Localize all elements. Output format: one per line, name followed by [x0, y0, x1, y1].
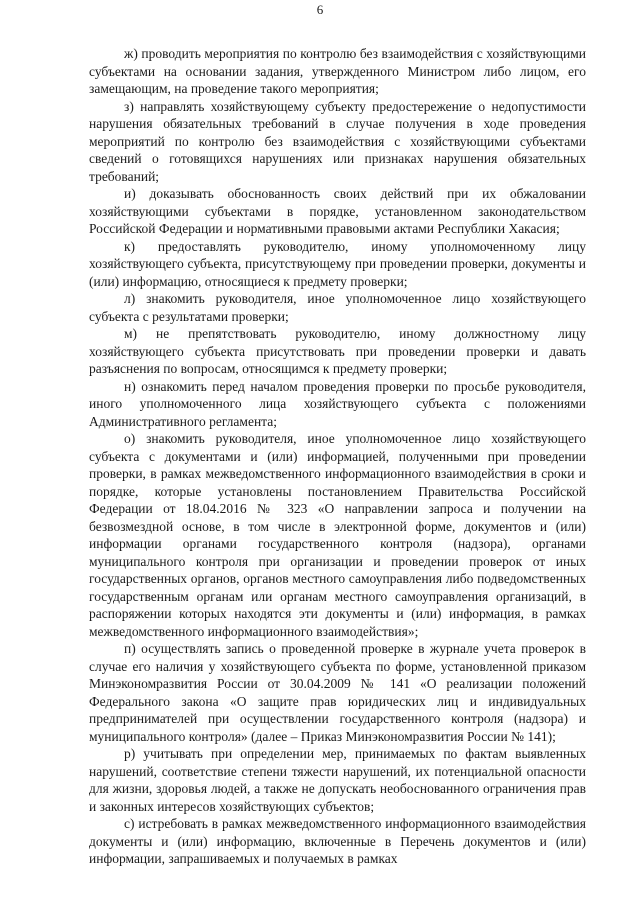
paragraph-z: з) направлять хозяйствующему субъекту предостережение о недопустимости нарушения обязательных требований в случае получения в ходе проведения мероприятий по контролю без взаимодействия с хозяйствующими субъектами сведений о готовящихся нарушениях или признаках нарушения обязательных требований; [89, 98, 586, 184]
paragraph-m: м) не препятствовать руководителю, иному должностному лицу хозяйствующего субъекта присутствовать при проведении проверки и давать разъяснения по вопросам, относящимся к предмету проверки; [89, 326, 586, 376]
paragraph-s: с) истребовать в рамках межведомственного информационного взаимодействия документы и (или) информацию, включенные в Перечень документов и (или) информации, запрашиваемых и получаемых в рамках [89, 816, 586, 866]
paragraph-r: р) учитывать при определении мер, принимаемых по фактам выявленных нарушений, соответствие степени тяжести нарушений, их потенциальной опасности для жизни, здоровья людей, а также не допускать необоснованного ограничения прав и законных интересов хозяйствующих субъектов; [89, 746, 586, 814]
paragraph-k: к) предоставлять руководителю, иному уполномоченному лицу хозяйствующего субъекта, присутствующему при проведении проверки, документы и (или) информацию, относящиеся к предмету проверки; [89, 238, 586, 289]
paragraph-n: н) ознакомить перед началом проведения проверки по просьбе руководителя, иного уполномоченного лица хозяйствующего субъекта с положениями Административного регламента; [89, 378, 586, 429]
paragraph-p: п) осуществлять запись о проведенной проверке в журнале учета проверок в случае его наличия у хозяйствующего субъекта по форме, установленной приказом Минэкономразвития России от 30.04.2009 № 141 «О реализации положений Федерального закона «О защите прав юридических лиц и индивидуальных предпринимателей при осуществлении государственного контроля (надзора) и муниципального контроля» (далее – Приказ Минэкономразвития России № 141); [89, 641, 586, 744]
paragraph-l: л) знакомить руководителя, иное уполномоченное лицо хозяйствующего субъекта с результатами проверки; [89, 291, 586, 324]
paragraph-zh: ж) проводить мероприятия по контролю без взаимодействия с хозяйствующими субъектами на основании задания, утвержденного Министром либо лицом, его замещающим, на проведение такого мероприятия; [89, 46, 586, 96]
page-number: 6 [316, 2, 324, 17]
document-body [89, 45, 586, 868]
paragraph-o: о) знакомить руководителя, иное уполномоченное лицо хозяйствующего субъекта с документами и (или) информацией, полученными при проведении проверки, в рамках межведомственного информационного взаимодействия в сроки и порядке, которые установлены постановлением Правительства Российской Федерации от 18.04.2016 № 323 «О направлении запроса и получении на безвозмездной основе, в том числе в электронной форме, документов и (или) информации органами государственного контроля (надзора), органами муниципального контроля при организации и проведении проверок от иных государственных органов, органов местного самоуправления либо подведомственных государственным органам или органам местного самоуправления организаций, в распоряжении которых находятся эти документы и (или) информация, в рамках межведомственного информационного взаимодействия»; [89, 431, 586, 639]
paragraph-i: и) доказывать обоснованность своих действий при их обжаловании хозяйствующими субъектами в порядке, установленном законодательством Российской Федерации и нормативными правовыми актами Республики Хакасия; [89, 186, 586, 236]
